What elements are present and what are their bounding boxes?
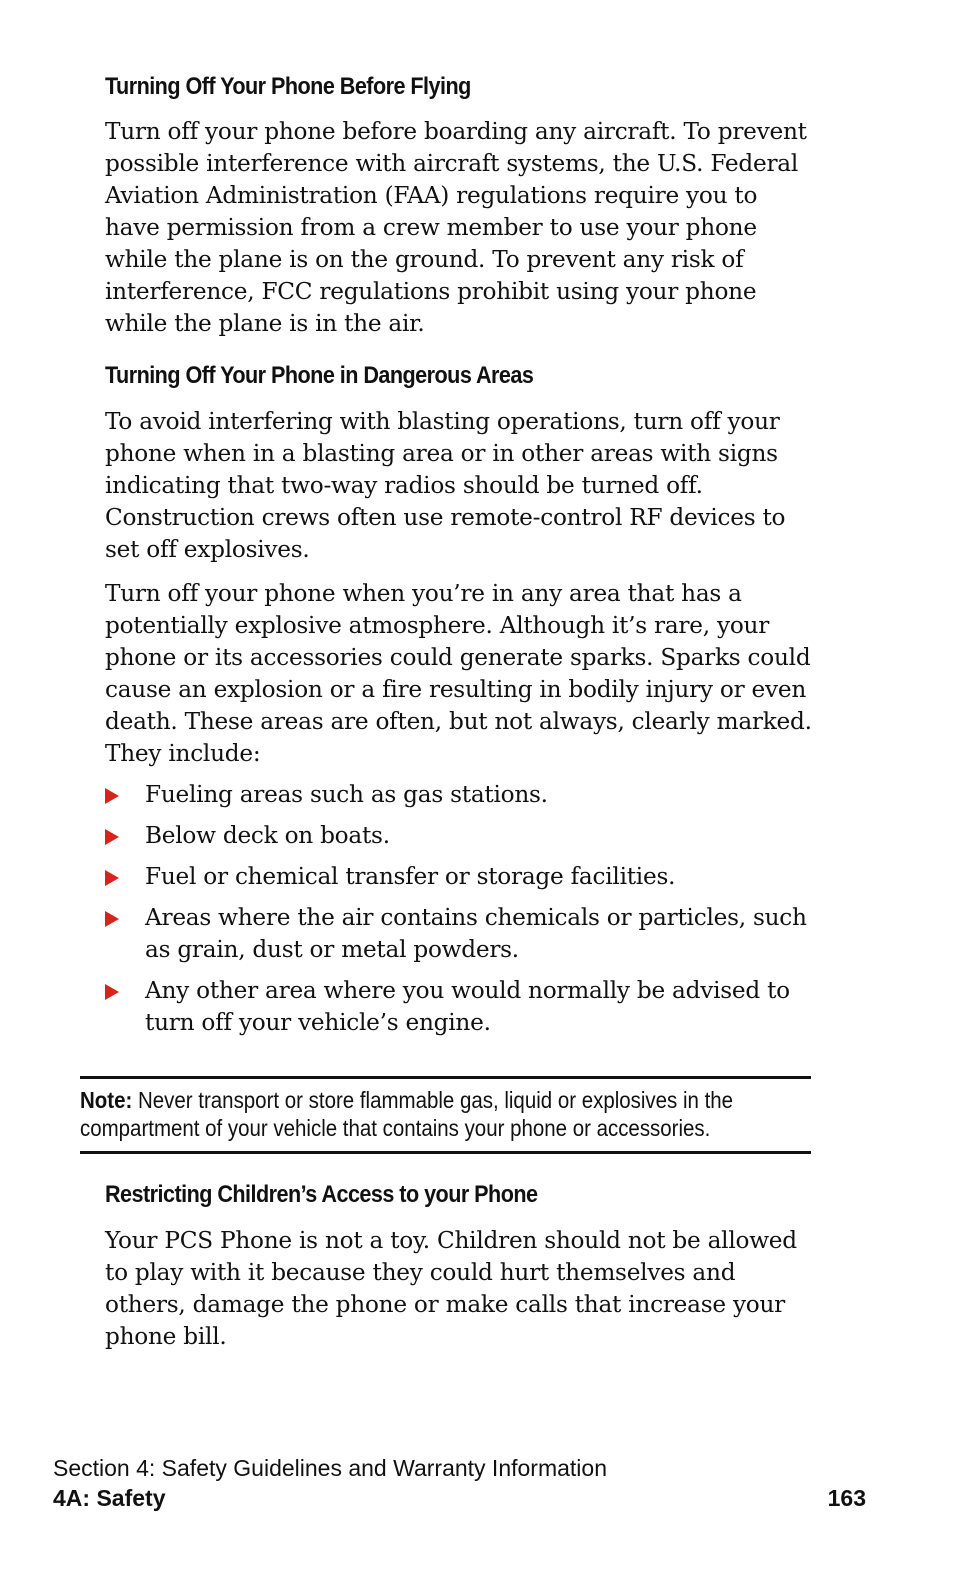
section-flying-body	[105, 116, 815, 340]
section-dangerous-areas	[105, 361, 815, 391]
section-flying	[105, 72, 815, 102]
bullet-list-container	[105, 779, 815, 1048]
triangle-bullet-icon	[105, 870, 119, 886]
section-heading: Restricting Children’s Access to your Phone	[105, 1181, 538, 1208]
section-dangerous-areas-body	[105, 406, 815, 566]
note-label: Note:	[80, 1087, 133, 1113]
paragraph: To avoid interfering with blasting operations, turn off your phone when in a blasting area or in other areas with signs indicating that two-way radios should be turned off. Construction crews often use remote-control RF devices to set off explosives.	[105, 408, 786, 563]
footer-section-title: Section 4: Safety Guidelines and Warranty Information	[53, 1455, 607, 1481]
paragraph: Your PCS Phone is not a toy. Children should not be allowed to play with it because they could hurt themselves and others, damage the phone or make calls that increase your phone bill.	[105, 1227, 797, 1350]
list-item: Fueling areas such as gas stations.	[105, 779, 815, 811]
note-text	[80, 1086, 810, 1142]
list-item: Below deck on boats.	[105, 820, 815, 852]
section-dangerous-areas-body-2	[105, 578, 815, 770]
paragraph: Turn off your phone when you’re in any area that has a potentially explosive atmosphere. Although it’s rare, your phone or its accessories could generate sparks. Sparks could cause an explosion or a fire resulting in bodily injury or even death. These areas are often, but not always, clearly marked. They include:	[105, 580, 812, 767]
bullet-list	[105, 779, 815, 1039]
list-item: Fuel or chemical transfer or storage facilities.	[105, 861, 815, 893]
page-number: 163	[827, 1485, 866, 1511]
section-children-body	[105, 1225, 815, 1353]
triangle-bullet-icon	[105, 984, 119, 1000]
list-item: Areas where the air contains chemicals or particles, such as grain, dust or metal powders.	[105, 902, 815, 966]
footer-subsection: 4A: Safety	[53, 1485, 166, 1511]
note-body: Never transport or store flammable gas, liquid or explosives in the compartment of your vehicle that contains your phone or accessories.	[80, 1087, 734, 1141]
section-children	[105, 1180, 815, 1210]
section-heading: Turning Off Your Phone Before Flying	[105, 73, 471, 100]
paragraph: Turn off your phone before boarding any aircraft. To prevent possible interference with aircraft systems, the U.S. Federal Aviation Administration (FAA) regulations require you to have permission from a crew member to use your phone while the plane is on the ground. To prevent any risk of interference, FCC regulations prohibit using your phone while the plane is in the air.	[105, 118, 807, 337]
triangle-bullet-icon	[105, 788, 119, 804]
section-heading: Turning Off Your Phone in Dangerous Areas	[105, 362, 534, 389]
triangle-bullet-icon	[105, 911, 119, 927]
note-box	[80, 1076, 811, 1154]
triangle-bullet-icon	[105, 829, 119, 845]
list-item: Any other area where you would normally be advised to turn off your vehicle’s engine.	[105, 975, 815, 1039]
